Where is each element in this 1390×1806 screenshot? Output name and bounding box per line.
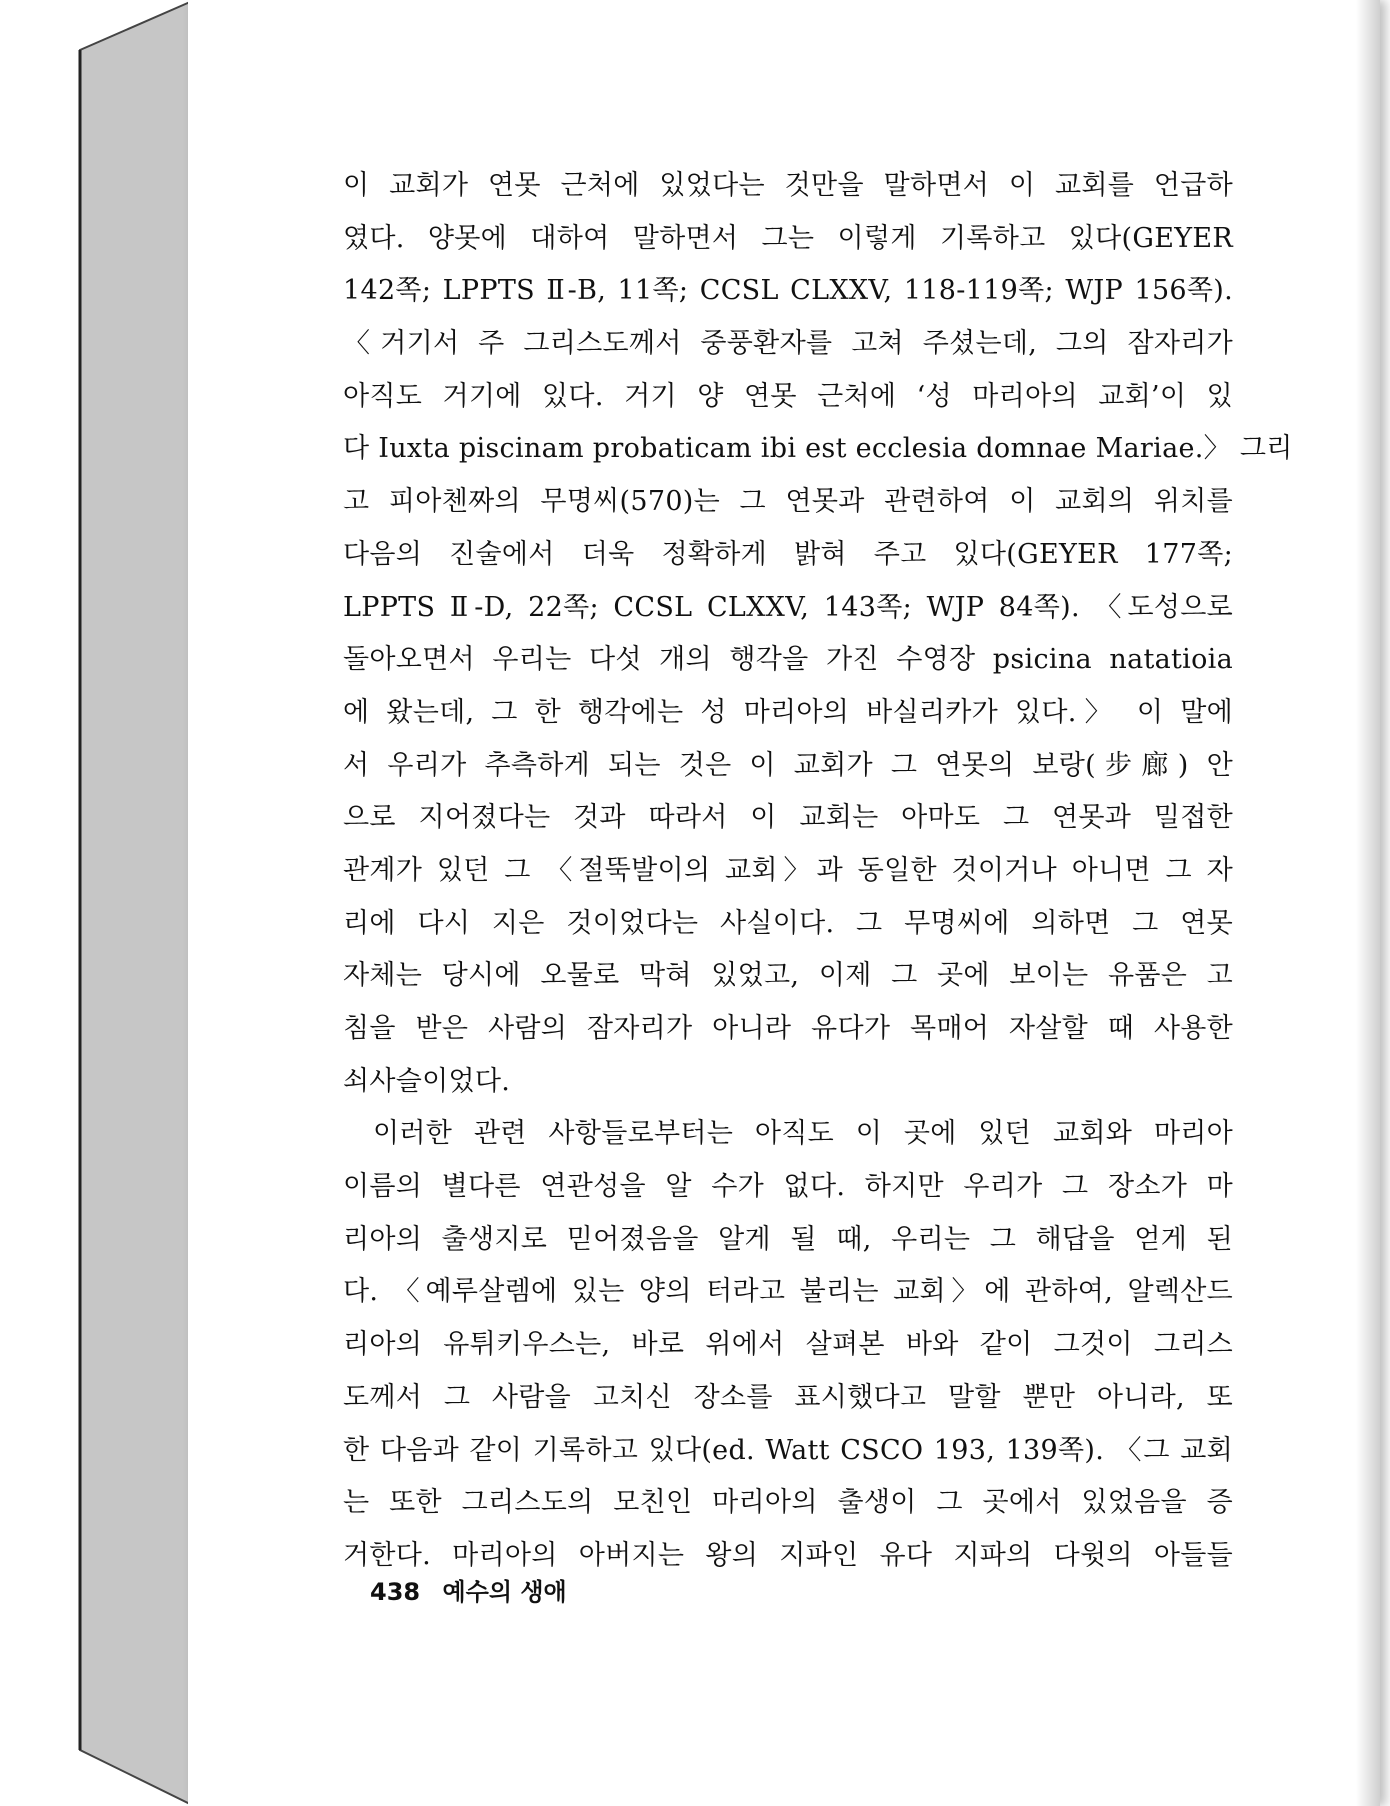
paragraph-end-line: 쇠사슬이었다. bbox=[343, 1065, 511, 1097]
text-line: 다. 〈예루살렘에 있는 양의 터라고 불리는 교회〉에 관하여, 알렉산드 bbox=[343, 1276, 1233, 1308]
text-line: 아직도 거기에 있다. 거기 양 연못 근처에 ‘성 마리아의 교회’이 있 bbox=[343, 380, 1233, 412]
text-line: 돌아오면서 우리는 다섯 개의 행각을 가진 수영장 psicina natatioia bbox=[343, 644, 1233, 676]
text-line: 도께서 그 사람을 고치신 장소를 표시했다고 말할 뿐만 아니라, 또 bbox=[343, 1381, 1233, 1413]
text-line: 관계가 있던 그 〈절뚝발이의 교회〉과 동일한 것이거나 아니면 그 자 bbox=[343, 854, 1233, 886]
text-line: 거한다. 마리아의 아버지는 왕의 지파인 유다 지파의 다윗의 아들들 bbox=[343, 1539, 1233, 1571]
text-line: 으로 지어졌다는 것과 따라서 이 교회는 아마도 그 연못과 밀접한 bbox=[343, 802, 1233, 834]
text-line: LPPTS Ⅱ-D, 22쪽; CCSL CLXXV, 143쪽; WJP 84쪽). 〈도성으로 bbox=[343, 591, 1233, 623]
text-line: 서 우리가 추측하게 되는 것은 이 교회가 그 연못의 보랑(步廊) 안 bbox=[343, 749, 1233, 781]
page-number: 438 bbox=[370, 1578, 421, 1606]
text-line: 에 왔는데, 그 한 행각에는 성 마리아의 바실리카가 있다.〉 이 말에 bbox=[343, 696, 1233, 728]
text-line: 다음의 진술에서 더욱 정확하게 밝혀 주고 있다(GEYER 177쪽; bbox=[343, 538, 1233, 570]
text-line: 리아의 유튀키우스는, 바로 위에서 살펴본 바와 같이 그것이 그리스 bbox=[343, 1329, 1233, 1361]
text-line: 142쪽; LPPTS Ⅱ-B, 11쪽; CCSL CLXXV, 118-119쪽; WJP 156쪽). bbox=[343, 275, 1233, 307]
running-title: 예수의 생애 bbox=[442, 1578, 567, 1606]
text-line: 고 피아첸짜의 무명씨(570)는 그 연못과 관련하여 이 교회의 위치를 bbox=[343, 486, 1233, 518]
text-line: 〈거기서 주 그리스도께서 중풍환자를 고쳐 주셨는데, 그의 잠자리가 bbox=[343, 328, 1233, 360]
text-line: 이름의 별다른 연관성을 알 수가 없다. 하지만 우리가 그 장소가 마 bbox=[343, 1171, 1233, 1203]
page-footer bbox=[370, 1572, 567, 1607]
book-side-edge bbox=[0, 0, 200, 1806]
text-line: 는 또한 그리스도의 모친인 마리아의 출생이 그 곳에서 있었음을 증 bbox=[343, 1487, 1233, 1519]
text-line: 이 교회가 연못 근처에 있었다는 것만을 말하면서 이 교회를 언급하 bbox=[343, 170, 1233, 201]
page-edge-shadow bbox=[1356, 0, 1380, 1806]
text-line: 리에 다시 지은 것이었다는 사실이다. 그 무명씨에 의하면 그 연못 bbox=[343, 907, 1233, 939]
body-text bbox=[343, 160, 1293, 1583]
text-line: 침을 받은 사람의 잠자리가 아니라 유다가 목매어 자살할 때 사용한 bbox=[343, 1013, 1233, 1044]
text-line: 였다. 양못에 대하여 말하면서 그는 이렇게 기록하고 있다(GEYER bbox=[343, 222, 1233, 254]
text-line: 한 다음과 같이 기록하고 있다(ed. Watt CSCO 193, 139쪽). 〈그 교회 bbox=[343, 1434, 1233, 1466]
text-line: 리아의 출생지로 믿어졌음을 알게 될 때, 우리는 그 해답을 얻게 된 bbox=[343, 1223, 1233, 1255]
text-line: 다 Iuxta piscinam probaticam ibi est ecclesia domnae Mariae.〉 그리 bbox=[343, 433, 1293, 465]
paragraph-start-line: 이러한 관련 사항들로부터는 아직도 이 곳에 있던 교회와 마리아 bbox=[373, 1118, 1233, 1150]
text-line: 자체는 당시에 오물로 막혀 있었고, 이제 그 곳에 보이는 유품은 고 bbox=[343, 960, 1233, 992]
